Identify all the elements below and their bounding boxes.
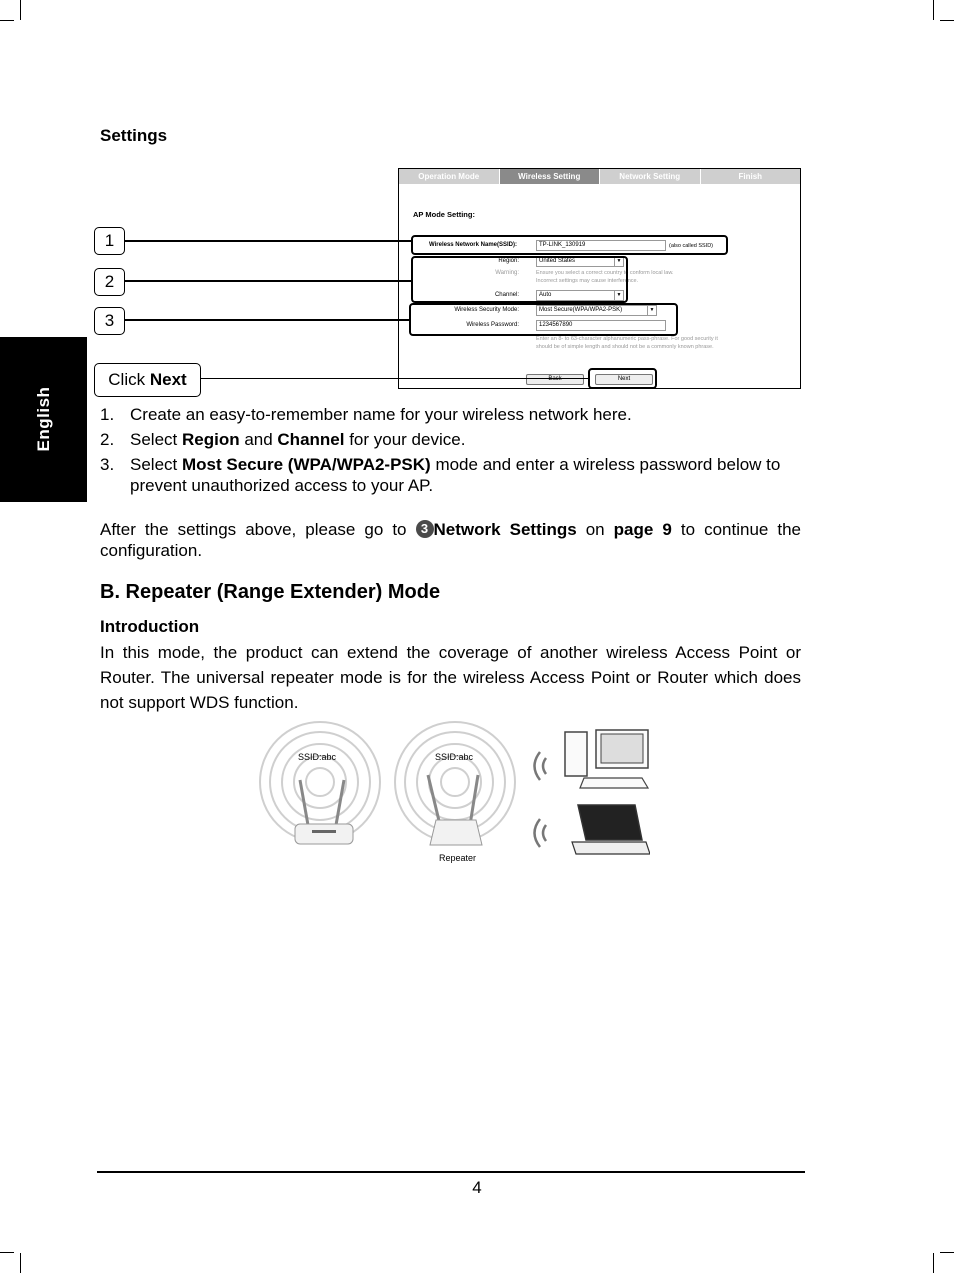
crop-mark <box>20 0 21 20</box>
crop-mark <box>20 1253 21 1273</box>
step-text: mode and enter a wireless password below to prevent unauthorized access to your AP. <box>130 455 781 495</box>
step-text-bold: Most Secure (WPA/WPA2-PSK) <box>181 455 431 474</box>
chevron-down-icon: ▼ <box>614 291 623 300</box>
callout-3: 3 <box>94 307 125 335</box>
tab-network-setting: Network Setting <box>600 169 701 184</box>
desktop-computer-icon <box>565 730 648 788</box>
repeater-diagram <box>250 720 650 865</box>
step-text: Select <box>130 455 182 474</box>
password-hint-1: Enter an 8- to 63-character alphanumeric pass-phrase. For good security it <box>536 336 718 342</box>
after-text-2: on <box>576 520 614 539</box>
ssid-label-repeater: SSID:abc <box>435 752 474 762</box>
section-b-heading: B. Repeater (Range Extender) Mode <box>100 581 441 603</box>
repeater-label: Repeater <box>439 853 477 863</box>
password-field: 1234567890 <box>536 320 666 331</box>
channel-value: Auto <box>539 292 552 298</box>
section-heading: Settings <box>100 126 168 145</box>
chevron-down-icon: ▼ <box>647 306 656 315</box>
callout-2-leader <box>124 280 412 282</box>
callout-click-prefix: Click <box>108 370 146 389</box>
ssid-label: Wireless Network Name(SSID): <box>429 242 517 248</box>
warning-line-1: Ensure you select a correct country to conform local law. <box>536 270 674 276</box>
back-button: Back <box>526 374 584 385</box>
step-text: for your device. <box>344 430 466 449</box>
step-number: 2. <box>100 430 115 449</box>
introduction-body: In this mode, the product can extend the coverage of another wireless Access Point or Router. The universal repeater mode is for the wireless Access Point or Router which does not support WDS function. <box>100 643 801 712</box>
password-hint-2: should be of simple length and should not be a commonly known phrase. <box>536 344 714 350</box>
callout-click-bold: Next <box>149 370 187 389</box>
ssid-highlight <box>411 235 728 255</box>
footer-rule <box>97 1171 805 1173</box>
security-mode-label: Wireless Security Mode: <box>454 307 519 313</box>
callout-next-leader <box>200 378 589 379</box>
wifi-icon <box>535 752 547 847</box>
region-value: United States <box>539 258 576 264</box>
after-text-3: to continue the configuration. <box>100 520 802 560</box>
warning-line-2: Incorrect settings may cause interference. <box>536 278 639 284</box>
step-text-bold: Channel <box>277 430 345 449</box>
network-settings-link: Network Settings <box>433 520 577 539</box>
region-label: Region: <box>498 258 519 264</box>
step-text-bold: Region <box>181 430 240 449</box>
security-highlight <box>409 303 678 336</box>
warning-label: Warning: <box>495 270 519 276</box>
after-text-1: After the settings above, please go to <box>100 520 416 539</box>
step-text: and <box>239 430 278 449</box>
language-tab <box>0 337 87 502</box>
tab-finish: Finish <box>701 169 801 184</box>
language-tab-label: English <box>34 386 53 452</box>
ap-mode-title: AP Mode Setting: <box>413 210 475 219</box>
security-mode-value: Most Secure(WPA/WPA2-PSK) <box>539 307 623 313</box>
region-channel-highlight <box>411 256 628 303</box>
crop-mark <box>933 1253 934 1273</box>
channel-label: Channel: <box>494 292 519 298</box>
crop-mark <box>933 0 934 20</box>
tab-wireless-setting: Wireless Setting <box>500 169 601 184</box>
after-settings-paragraph <box>100 519 801 561</box>
next-highlight <box>588 368 657 389</box>
crop-mark <box>0 1252 14 1253</box>
crop-mark <box>940 20 954 21</box>
steps-list <box>100 404 800 500</box>
next-button: Next <box>595 374 653 385</box>
chevron-down-icon: ▼ <box>614 257 623 266</box>
callout-1: 1 <box>94 227 125 255</box>
page-number: 4 <box>472 1178 482 1197</box>
callout-click-next <box>94 363 201 397</box>
tab-operation-mode: Operation Mode <box>399 169 500 184</box>
callout-1-leader <box>124 240 412 242</box>
step-text: Create an easy-to-remember name for your wireless network here. <box>130 405 632 424</box>
laptop-icon <box>572 805 650 854</box>
repeater-icon <box>428 775 482 845</box>
password-label: Wireless Password: <box>466 322 519 328</box>
callout-2: 2 <box>94 268 125 296</box>
callout-3-leader <box>124 319 410 321</box>
step-number: 3. <box>100 455 115 474</box>
ssid-note: (also called SSID) <box>669 243 714 249</box>
step-badge-icon: 3 <box>416 520 434 538</box>
page-reference: page 9 <box>613 520 672 539</box>
crop-mark <box>940 1252 954 1253</box>
repeater-diagram-graphic <box>250 720 650 865</box>
introduction-heading: Introduction <box>100 617 200 636</box>
list-item <box>100 454 800 496</box>
step-number: 1. <box>100 405 115 424</box>
crop-mark <box>0 20 14 21</box>
ssid-label-router: SSID:abc <box>298 752 337 762</box>
list-item <box>100 404 800 425</box>
step-text: Select <box>130 430 182 449</box>
wizard-tabs <box>399 169 800 184</box>
ssid-field: TP-LINK_130919 <box>536 240 666 251</box>
list-item <box>100 429 800 450</box>
